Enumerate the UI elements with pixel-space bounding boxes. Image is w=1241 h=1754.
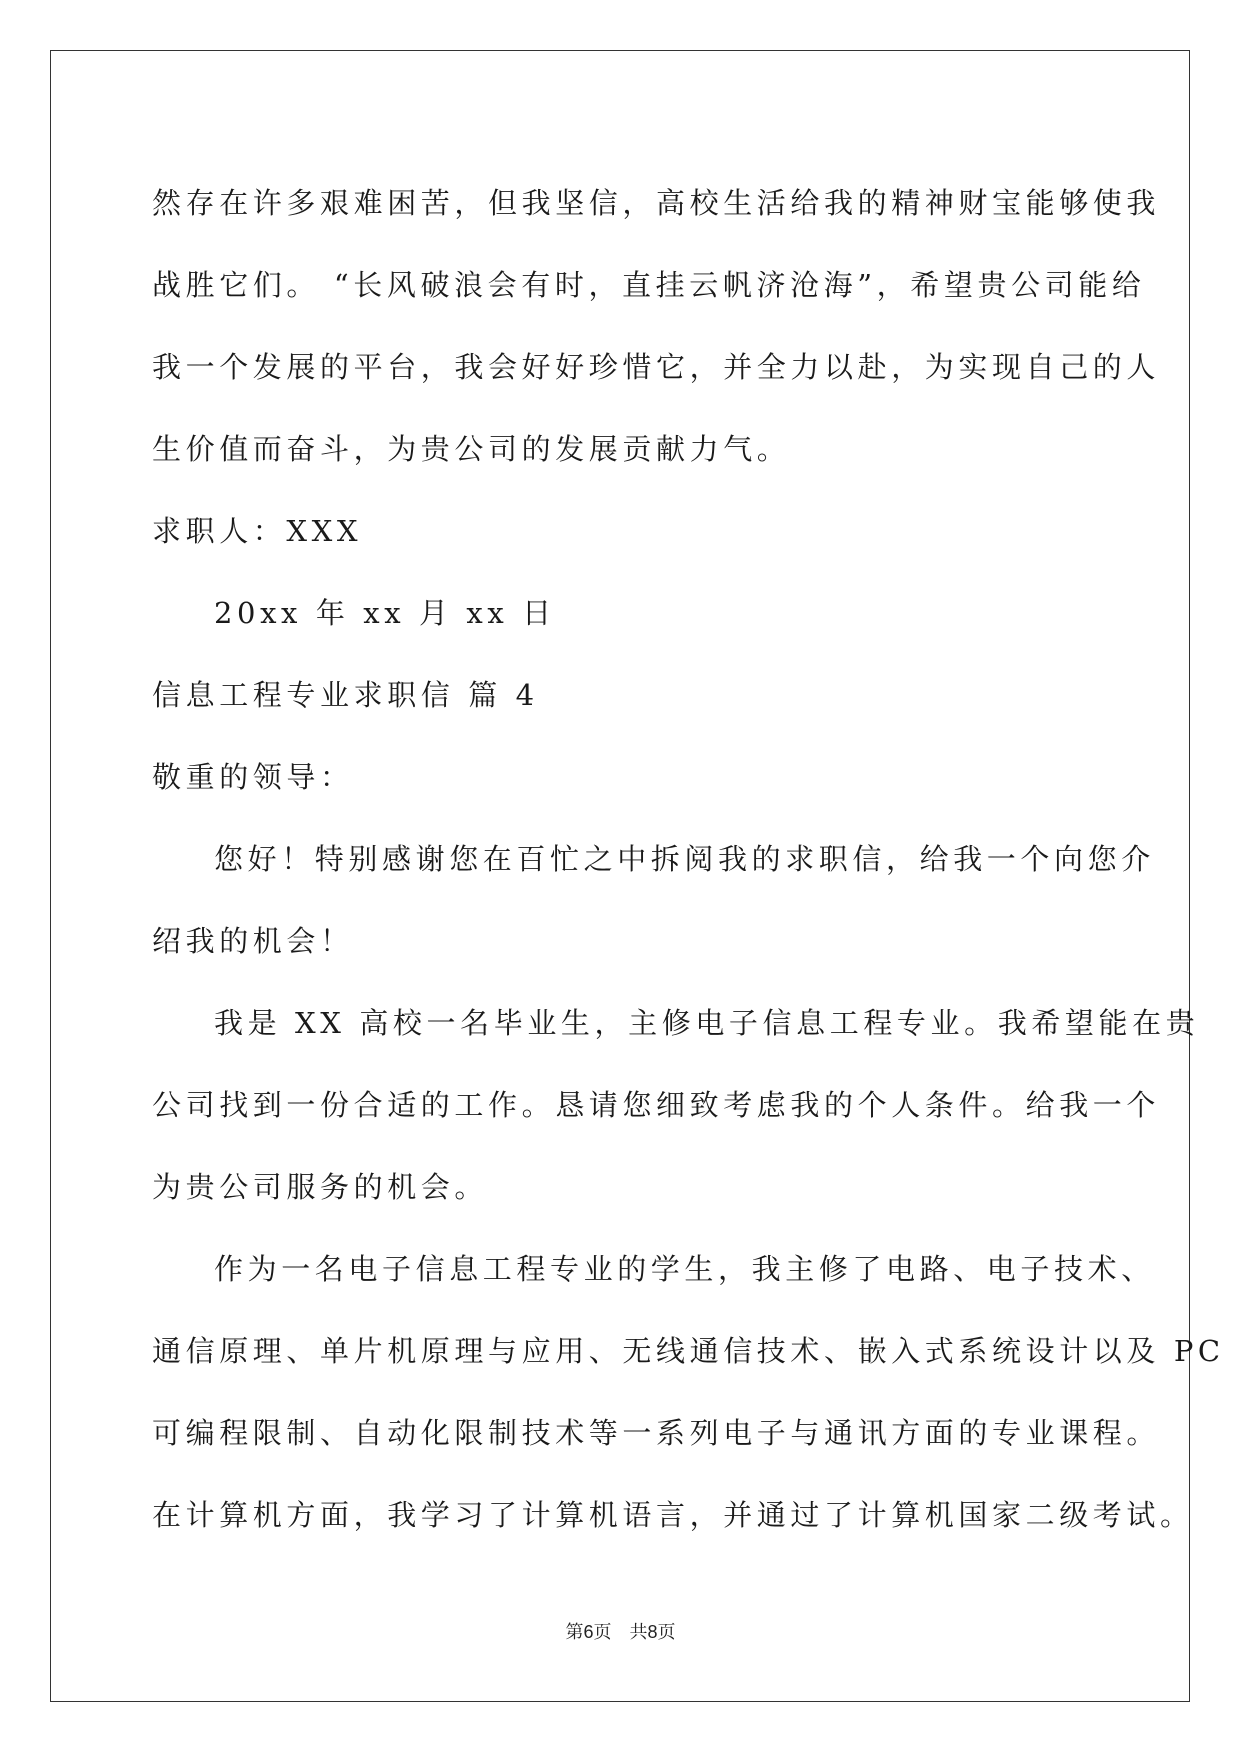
text-line: 公司找到一份合适的工作。恳请您细致考虑我的个人条件。给我一个 <box>152 1088 1161 1122</box>
text-line: 战胜它们。 “长风破浪会有时，直挂云帆济沧海”，希望贵公司能给 <box>152 268 1146 302</box>
text-line: 我是 XX 高校一名毕业生，主修电子信息工程专业。我希望能在贵 <box>214 1006 1200 1040</box>
salutation: 敬重的领导： <box>152 760 354 794</box>
text-line: 您好！特别感谢您在百忙之中拆阅我的求职信，给我一个向您介 <box>214 842 1155 876</box>
text-line: 为贵公司服务的机会。 <box>152 1170 489 1204</box>
text-line: 在计算机方面，我学习了计算机语言，并通过了计算机国家二级考试。 <box>152 1498 1194 1532</box>
section-title: 信息工程专业求职信 篇 4 <box>152 678 539 712</box>
text-line: 绍我的机会！ <box>152 924 354 958</box>
text-line: 通信原理、单片机原理与应用、无线通信技术、嵌入式系统设计以及 PC <box>152 1334 1225 1368</box>
text-line: 我一个发展的平台，我会好好珍惜它，并全力以赴，为实现自己的人 <box>152 350 1161 384</box>
text-line: 可编程限制、自动化限制技术等一系列电子与通讯方面的专业课程。 <box>152 1416 1161 1450</box>
signature-line: 求职人：XXX <box>152 514 363 548</box>
text-line: 作为一名电子信息工程专业的学生，我主修了电路、电子技术、 <box>214 1252 1155 1286</box>
footer-middle: 页 共 <box>593 1622 648 1643</box>
total-pages-number: 8 <box>647 1622 658 1642</box>
date-line: 20xx 年 xx 月 xx 日 <box>214 596 556 630</box>
text-line: 然存在许多艰难困苦，但我坚信，高校生活给我的精神财宝能够使我 <box>152 186 1161 220</box>
document-body <box>152 162 1225 1556</box>
footer-suffix: 页 <box>657 1622 676 1643</box>
current-page-number: 6 <box>583 1622 594 1642</box>
text-line: 生价值而奋斗，为贵公司的发展贡献力气。 <box>152 432 791 466</box>
footer-prefix: 第 <box>565 1622 584 1643</box>
page-footer <box>0 1618 1241 1644</box>
